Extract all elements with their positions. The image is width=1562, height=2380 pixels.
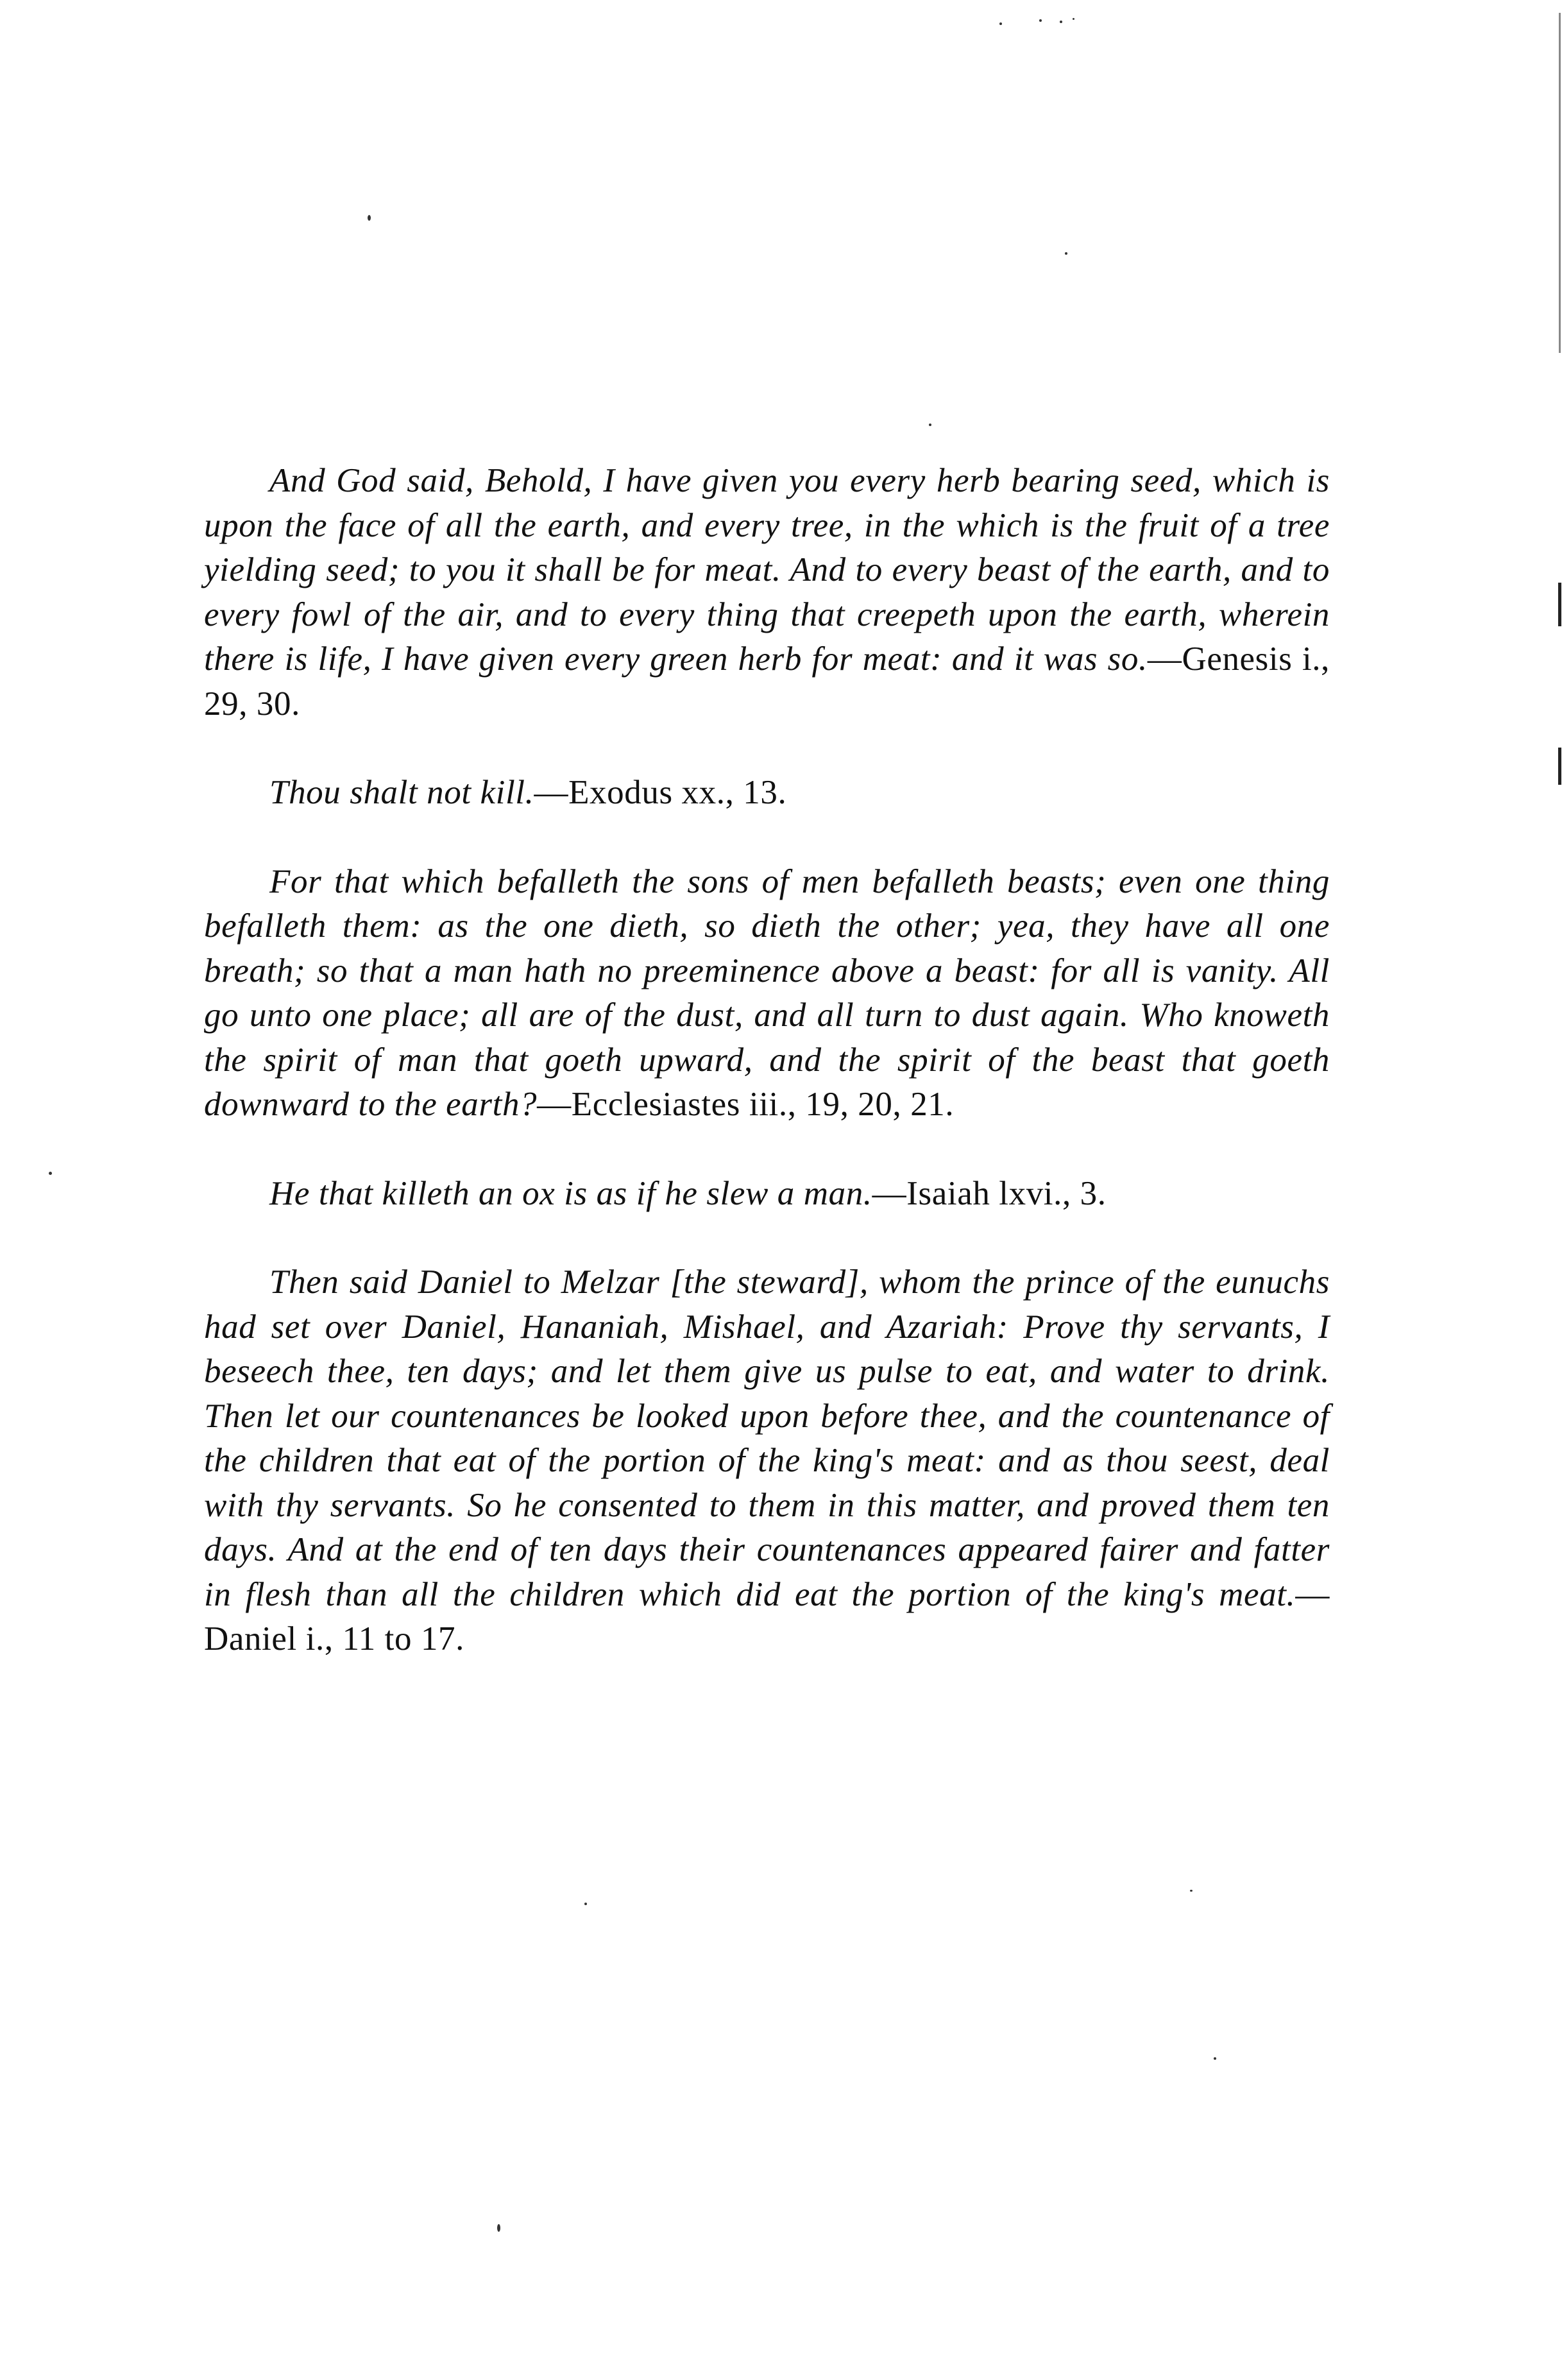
- passage-reference: —Isaiah lxvi., 3.: [872, 1174, 1107, 1212]
- scan-speck: [1039, 19, 1042, 22]
- scan-speck: [49, 1172, 52, 1175]
- scan-speck: [929, 424, 931, 426]
- scan-speck: [1073, 18, 1074, 20]
- scripture-text-block: [204, 459, 1330, 1706]
- passage-daniel: [204, 1260, 1330, 1662]
- scan-speck: [1214, 2057, 1216, 2060]
- scan-speck: [368, 215, 371, 221]
- passage-genesis: [204, 459, 1330, 726]
- passage-reference: —Exodus xx., 13.: [534, 774, 787, 811]
- scan-speck: [1190, 1890, 1193, 1892]
- passage-quote: Thou shalt not kill.: [269, 774, 534, 811]
- scan-speck: [999, 22, 1002, 25]
- scan-speck: [1065, 252, 1067, 255]
- passage-ecclesiastes: [204, 860, 1330, 1127]
- passage-exodus: [204, 771, 1330, 816]
- scan-speck: [1060, 21, 1062, 23]
- scan-speck: [584, 1903, 587, 1905]
- passage-reference: —Daniel i., 11 to 17.: [204, 1575, 1330, 1657]
- passage-quote: For that which befalleth the sons of men befalleth beasts; even one thing befalleth them: as the one dieth, so dieth the other; yea, they have all one breath; so that a man hath no preeminence above a beast: for all is vanity. All go unto one place; all are of the dust, and all turn to dust again. Who knoweth the spirit of man that goeth upward, and the spirit of the beast that goeth downward to the earth?: [204, 862, 1330, 1123]
- passage-isaiah: [204, 1172, 1330, 1217]
- scan-edge-mark: [1559, 13, 1561, 353]
- passage-quote: He that killeth an ox is as if he slew a man.: [269, 1174, 872, 1212]
- scan-edge-mark: [1558, 583, 1561, 626]
- passage-quote: And God said, Behold, I have given you every herb bearing seed, which is upon the face of all the earth, and every tree, in the which is the fruit of a tree yielding seed; to you it shall be for meat. And to every beast of the earth, and to every fowl of the air, and to every thing that creepeth upon the earth, wherein there is life, I have given every green herb for meat: and it was so.: [204, 462, 1330, 678]
- passage-quote: Then said Daniel to Melzar [the steward], whom the prince of the eunuchs had set over Daniel, Hananiah, Mishael, and Azariah: Prove thy servants, I beseech thee, ten days; and let them give us pulse to eat, and water to drink. Then let our countenances be looked upon before thee, and the countenance of the children that eat of the portion of the king's meat: and as thou seest, deal with thy servants. So he consented to them in this matter, and proved them ten days. And at the end of ten days their countenances appeared fairer and fatter in flesh than all the children which did eat the portion of the king's meat.: [204, 1263, 1330, 1613]
- scan-edge-mark: [1558, 748, 1561, 785]
- scan-speck: [497, 2224, 500, 2232]
- passage-reference: —Ecclesiastes iii., 19, 20, 21.: [537, 1086, 955, 1123]
- passage-reference: —Genesis i., 29, 30.: [204, 640, 1330, 723]
